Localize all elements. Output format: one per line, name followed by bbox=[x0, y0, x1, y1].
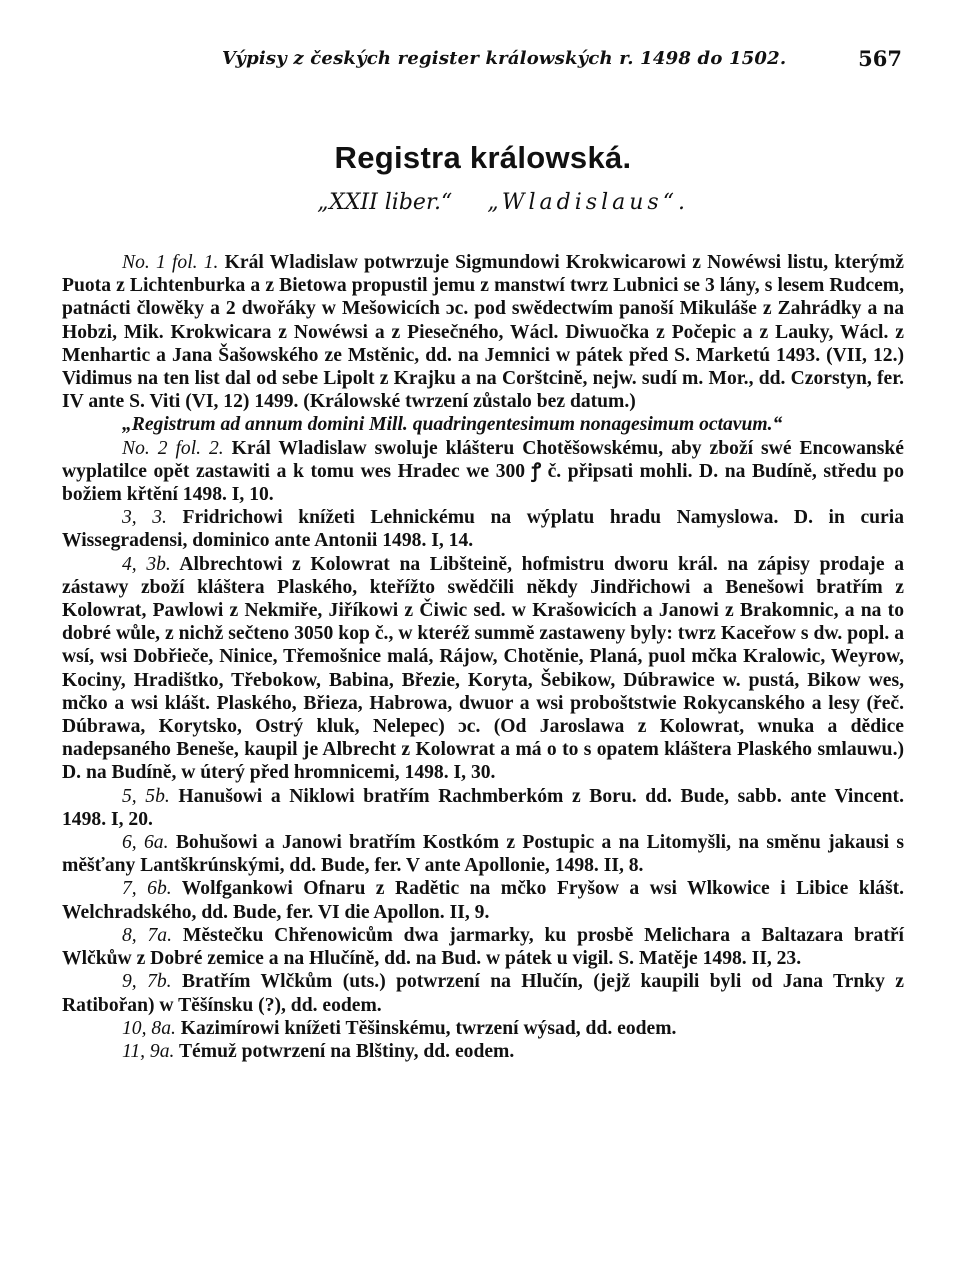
entry-text: Král Wladislaw swoluje klášteru Chotěšowskému, aby zboží swé Encowanské wyplatilce opět zastawiti a k tomu wes Hradec we 300 ꝭ č. připsati mohli. D. na Budíně, středu po božiem křtění 1498. I, 10. bbox=[62, 437, 904, 506]
entry-text: Fridrichowi knížeti Lehnickému na wýplatu hradu Namyslowa. D. in curia Wissegradensi, dominico ante Antonii 1498. I, 14. bbox=[62, 507, 904, 552]
entry-9 bbox=[62, 970, 904, 1016]
page-number: 567 bbox=[858, 46, 902, 71]
entry-text: Bratřím Wlčkům (uts.) potwrzení na Hlučín, (jejž kaupili byli od Jana Trnky z Ratibořan) w Těšínsku (?), dd. eodem. bbox=[62, 971, 904, 1016]
entry-3 bbox=[62, 506, 904, 552]
entry-ref: No. 1 fol. 1. bbox=[122, 252, 219, 273]
entry-ref: 6, 6a. bbox=[122, 832, 169, 854]
entry-text: Král Wladislaw potwrzuje Sigmundowi Krokwicarowi z Nowéwsi listu, kterýmž Puota z Lichtenburka a z Bietowa propustil jemu z manstwí twrz Lubnici se 3 lány, s lesem Rudcem, patnácti člowěky a 2 dwořáky w Mešowicích ɔc. pod swědectwím panoší Mikuláše z Zahrádky a na Hobzi, Mik. Krokwicara z Nowéwsi a z Piesečného, Wácl. Diwuočka z Počepic a z Lauky, Wácl. z Menhartic a Jana Šašowského ze Mstěnic, dd. na Jemnici w pátek před S. Marketú 1493. (VII, 12.) Vidimus na ten list dal od sebe Lipolt z Krajku a na Corštcině, nejw. sudí m. Mor., dd. Czorstyn, fer. IV ante S. Viti (VI, 12) 1499. (Králowské twrzení zůstalo bez datum.) bbox=[62, 252, 904, 413]
section-title: Registra králowská. bbox=[334, 140, 632, 175]
entry-ref: 11, 9a. bbox=[122, 1040, 175, 1062]
running-header bbox=[62, 40, 904, 74]
entry-1 bbox=[62, 251, 904, 413]
entry-ref: 9, 7b. bbox=[122, 971, 172, 993]
entry-ref: 8, 7a. bbox=[122, 924, 173, 946]
book-line bbox=[102, 190, 904, 215]
entry-ref: 3, 3. bbox=[122, 507, 167, 529]
book-number: „XXII liber.“ bbox=[317, 190, 453, 215]
entry-ref: 10, 8a. bbox=[122, 1017, 176, 1039]
entry-text: Bohušowi a Janowi bratřím Kostkóm z Postupic a na Litomyšli, na směnu jakausi s měšťany Lantškrúnskými, dd. Bude, fer. V ante Apollonie, 1498. II, 8. bbox=[62, 832, 905, 877]
entry-text: Městečku Chřenowicům dwa jarmarky, ku prosbě Melichara a Baltazara bratří Wlčkůw z Dobré zemice a na Hlučíně, dd. na Bud. w pátek u vigil. S. Matěje 1498. II, 23. bbox=[62, 924, 905, 970]
entry-7 bbox=[62, 877, 904, 923]
entry-11 bbox=[62, 1040, 904, 1063]
entry-ref: 5, 5b. bbox=[122, 785, 170, 807]
entry-text: Wolfgankowi Ofnaru z Radětic na mčko Fryšow a wsi Wlkowice i Libice klášt. Welchradského, dd. Bude, fer. VI die Apollon. II, 9. bbox=[62, 878, 904, 923]
entry-6 bbox=[62, 831, 904, 877]
entry-ref: 4, 3b. bbox=[122, 553, 171, 575]
entry-ref: No. 2 fol. 2. bbox=[122, 437, 224, 459]
entry-10 bbox=[62, 1017, 904, 1040]
entry-ref: 7, 6b. bbox=[122, 878, 172, 900]
book-name: „Wladislaus“. bbox=[487, 190, 689, 215]
entry-2 bbox=[62, 437, 904, 507]
entry-4 bbox=[62, 553, 904, 785]
entry-text: Témuž potwrzení na Blštiny, dd. eodem. bbox=[178, 1040, 515, 1062]
running-title: Výpisy z českých register králowských r. 1498 do 1502. bbox=[222, 48, 787, 69]
entry-text: Hanušowi a Niklowi bratřím Rachmberkóm z Boru. dd. Bude, sabb. ante Vincent. 1498. I, 20. bbox=[62, 785, 904, 830]
entry-text: Albrechtowi z Kolowrat na Libšteině, hofmistru dworu král. na zápisy prodaje a zástawy zboží kláštera Plaského, kteřížto swědčili někdy Jindřichowi a Benešowi bratřím z Kolowrat, Pawlowi z Nekmiře, Jiříkowi z Čiwic sed. w Krašowicích a Janowi z Brakomnic, a na to dobré wůle, z nichž sečteno 3050 kop č., w kteréž summě zastaweny byly: twrz Kaceřow s dw. popl. a wsí, wsi Dobřieče, Ninice, Třemošnice malá, Rájow, Chotěnie, Planá, puol mčka Kralowic, Weyrow, Kociny, Hradištko, Třebokow, Babina, Březie, Koryta, Šebikow, Dúbrawice w. pustá, Bikow wes, mčko a wsi klášt. Plaského, Břieza, Habrowa, dwuor a wsi proboštstwie Rokycanského a lesy (řeč. Dúbrawa, Korytsko, Ostrý kluk, Nelepec) ɔc. (Od Jaroslawa z Kolowrat, wnuka a dědice nadepsaného Beneše, kaupil je Albrecht z Kolowrat a má o to s opatem kláštera Plaského smlauwu.) D. na Budíně, w úterý před hromnicemi, 1498. I, 30. bbox=[62, 553, 904, 784]
entries-body bbox=[62, 251, 904, 1063]
document-page bbox=[62, 40, 904, 1260]
latin-heading: „Registrum ad annum domini Mill. quadringentesimum nonagesimum octavum.“ bbox=[122, 414, 783, 436]
entry-text: Kazimírowi knížeti Těšinskému, twrzení wýsad, dd. eodem. bbox=[180, 1017, 677, 1039]
entry-8 bbox=[62, 924, 904, 970]
entry-5 bbox=[62, 785, 904, 831]
